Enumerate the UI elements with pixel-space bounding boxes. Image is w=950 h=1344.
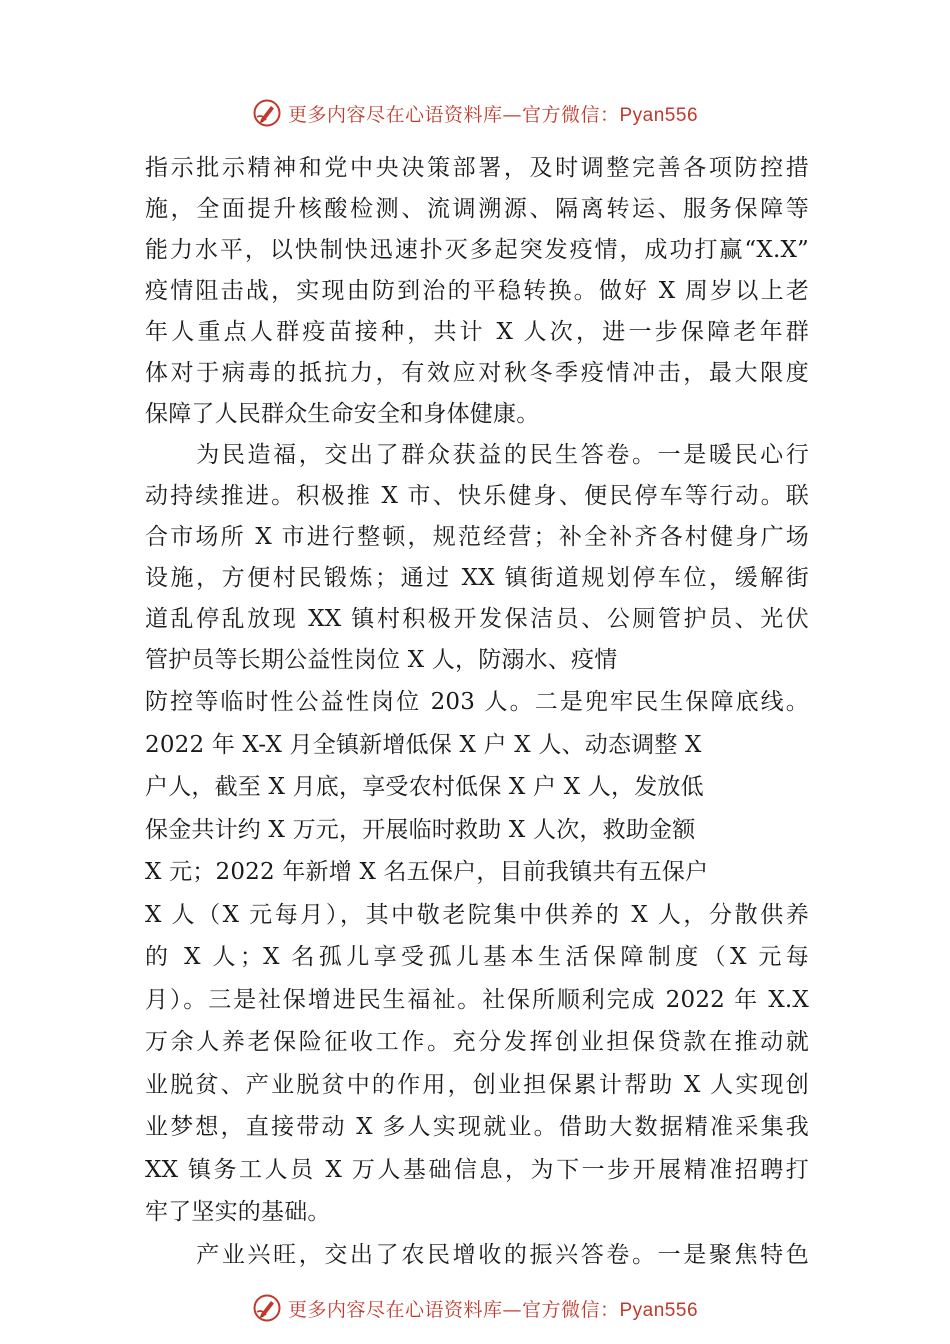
text-line: 指示批示精神和党中央决策部署，及时调整完善各项防控措	[145, 155, 809, 181]
text-line: 产业兴旺，交出了农民增收的振兴答卷。一是聚焦特色	[145, 1241, 809, 1268]
text-line: 业脱贫、产业脱贫中的作用，创业担保累计帮助 X 人实现创	[145, 1071, 809, 1098]
text-line: 合市场所 X 市进行整顿，规范经营；补全补齐各村健身广场	[145, 524, 809, 550]
banner-label: 更多内容尽在心语资料库—官方微信：	[287, 1298, 620, 1321]
text-line: XX 镇务工人员 X 万人基础信息，为下一步开展精准招聘打	[145, 1156, 809, 1183]
text-line: 月）。三是社保增进民生福祉。社保所顺利完成 2022 年 X.X	[145, 986, 809, 1013]
banner-text	[288, 100, 698, 127]
banner-wechat-id: Pyan556	[619, 104, 699, 126]
pen-logo-icon	[252, 98, 282, 128]
banner-label: 更多内容尽在心语资料库—官方微信：	[287, 103, 620, 126]
header-banner	[0, 93, 950, 133]
text-line: 体对于病毒的抵抗力，有效应对秋冬季疫情冲击，最大限度	[145, 360, 809, 386]
banner-text	[288, 1295, 698, 1322]
text-line: 为民造福，交出了群众获益的民生答卷。一是暖民心行	[145, 442, 809, 468]
text-line: 保障了人民群众生命安全和身体健康。	[145, 401, 540, 427]
text-line: 防控等临时性公益性岗位 203 人。二是兜牢民生保障底线。	[145, 689, 809, 715]
text-line: 保金共计约 X 万元，开展临时救助 X 人次，救助金额	[145, 816, 696, 843]
text-line: 万余人养老保险征收工作。充分发挥创业担保贷款在推动就	[145, 1029, 809, 1055]
text-line: 年人重点人群疫苗接种，共计 X 人次，进一步保障老年群	[145, 319, 809, 345]
text-line: 业梦想，直接带动 X 多人实现就业。借助大数据精准采集我	[145, 1114, 809, 1140]
text-line: 道乱停乱放现 XX 镇村积极开发保洁员、公厕管护员、光伏	[145, 606, 809, 632]
footer-banner	[0, 1288, 950, 1328]
text-line: 管护员等长期公益性岗位 X 人，防溺水、疫情	[145, 647, 618, 673]
text-line: 疫情阻击战，实现由防到治的平稳转换。做好 X 周岁以上老	[145, 278, 809, 304]
text-line: 户人，截至 X 月底，享受农村低保 X 户 X 人，发放低	[145, 774, 704, 800]
text-line: 动持续推进。积极推 X 市、快乐健身、便民停车等行动。联	[145, 483, 809, 509]
pen-logo-icon	[252, 1293, 282, 1323]
text-line: 施，全面提升核酸检测、流调溯源、隔离转运、服务保障等	[145, 196, 809, 222]
document-body	[145, 148, 809, 1276]
text-line: X 元；2022 年新增 X 名五保户，目前我镇共有五保户	[145, 859, 709, 885]
text-line: 2022 年 X-X 月全镇新增低保 X 户 X 人、动态调整 X	[145, 731, 702, 758]
text-line: 牢了坚实的基础。	[145, 1199, 331, 1225]
banner-wechat-id: Pyan556	[619, 1299, 699, 1321]
text-line: 设施，方便村民锻炼；通过 XX 镇街道规划停车位，缓解街	[145, 565, 809, 591]
text-line: 能力水平，以快制快迅速扑灭多起突发疫情，成功打赢“X.X”	[145, 237, 809, 263]
text-line: 的 X 人；X 名孤儿享受孤儿基本生活保障制度（X 元每	[145, 944, 809, 970]
text-line: X 人（X 元每月），其中敬老院集中供养的 X 人，分散供养	[145, 901, 809, 928]
